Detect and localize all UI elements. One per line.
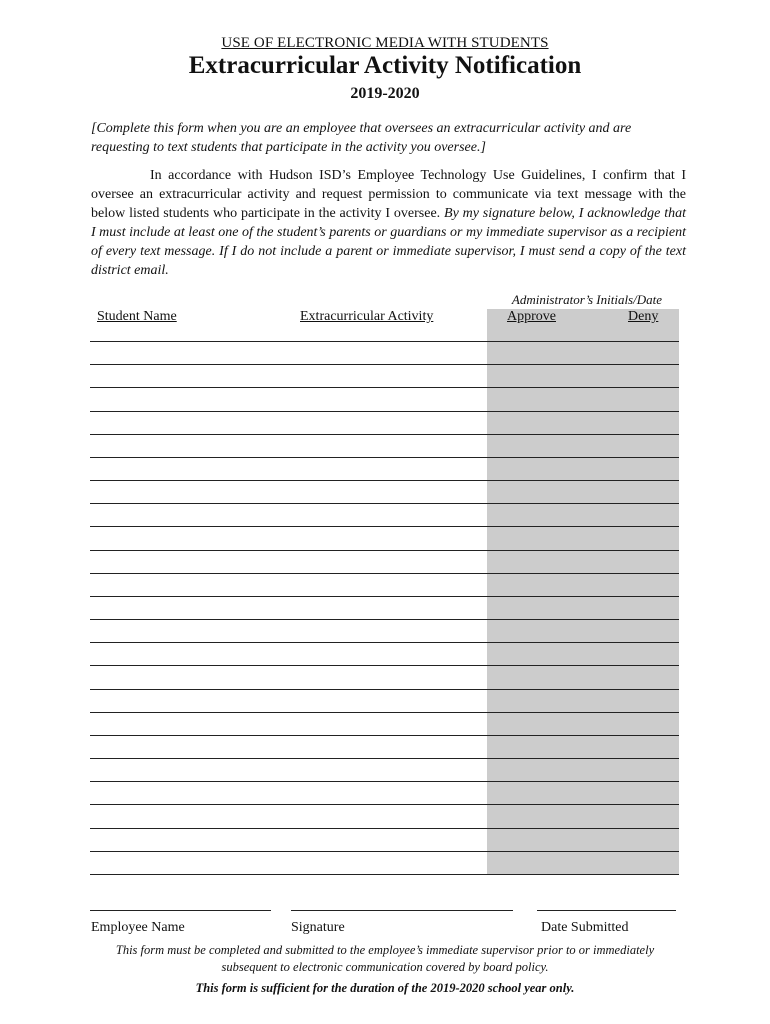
form-title: Extracurricular Activity Notification bbox=[188, 52, 582, 79]
school-year: 2019-2020 bbox=[350, 85, 420, 102]
table-row-line[interactable] bbox=[90, 411, 679, 412]
table-row-line[interactable] bbox=[90, 712, 679, 713]
table-row-line[interactable] bbox=[90, 642, 679, 643]
agreement-regular-text: In accordance with Hudson ISD’s Employee Technology Use Guidelines, I confirm that I oversee an extracurricular activity and request permission to communicate via text message with the below listed students who participate in the activity I oversee. bbox=[91, 168, 686, 221]
table-row-line[interactable] bbox=[90, 758, 679, 759]
footer-duration: This form is sufficient for the duration of the 2019-2020 school year only. bbox=[195, 981, 575, 995]
table-row-line[interactable] bbox=[90, 364, 679, 365]
column-header-student-name: Student Name bbox=[97, 309, 177, 324]
table-row-line[interactable] bbox=[90, 526, 679, 527]
table-row-line[interactable] bbox=[90, 735, 679, 736]
table-row-line[interactable] bbox=[90, 851, 679, 852]
column-header-deny: Deny bbox=[628, 309, 659, 324]
table-row-line[interactable] bbox=[90, 480, 679, 481]
employee-name-line[interactable] bbox=[90, 910, 271, 911]
column-header-activity: Extracurricular Activity bbox=[300, 309, 434, 324]
table-row-line[interactable] bbox=[90, 457, 679, 458]
table-row-line[interactable] bbox=[90, 550, 679, 551]
date-submitted-line[interactable] bbox=[537, 910, 676, 911]
column-header-approve: Approve bbox=[507, 309, 556, 324]
table-row-line[interactable] bbox=[90, 665, 679, 666]
agreement-paragraph bbox=[91, 166, 686, 280]
table-row-line[interactable] bbox=[90, 341, 679, 342]
table-row-line[interactable] bbox=[90, 804, 679, 805]
employee-name-label: Employee Name bbox=[91, 920, 185, 935]
table-row-line[interactable] bbox=[90, 874, 679, 875]
admin-column-shading bbox=[487, 309, 679, 875]
table-row-line[interactable] bbox=[90, 828, 679, 829]
admin-initials-label: Administrator’s Initials/Date bbox=[511, 292, 662, 307]
table-row-line[interactable] bbox=[90, 387, 679, 388]
agreement-italic-text: By my signature below, I acknowledge that I must include at least one of the student’s parents or guardians or my immediate supervisor as a recipient of every text message. If I do not include a parent or immediate supervisor, I must send a copy of the text district email. bbox=[91, 206, 686, 278]
form-heading: USE OF ELECTRONIC MEDIA WITH STUDENTS bbox=[221, 35, 549, 51]
signature-line[interactable] bbox=[291, 910, 513, 911]
footer-note: This form must be completed and submitted to the employee’s immediate supervisor prior to or immediately subsequent to electronic communication covered by board policy. bbox=[115, 943, 655, 974]
table-row-line[interactable] bbox=[90, 619, 679, 620]
table-row-line[interactable] bbox=[90, 573, 679, 574]
table-row-line[interactable] bbox=[90, 503, 679, 504]
table-row-line[interactable] bbox=[90, 781, 679, 782]
table-row-line[interactable] bbox=[90, 596, 679, 597]
instruction-text: [Complete this form when you are an employee that oversees an extracurricular activity and are requesting to text students that participate in the activity you oversee.] bbox=[91, 121, 632, 155]
date-submitted-label: Date Submitted bbox=[541, 920, 629, 935]
table-row-line[interactable] bbox=[90, 434, 679, 435]
signature-label: Signature bbox=[291, 920, 345, 935]
table-row-line[interactable] bbox=[90, 689, 679, 690]
